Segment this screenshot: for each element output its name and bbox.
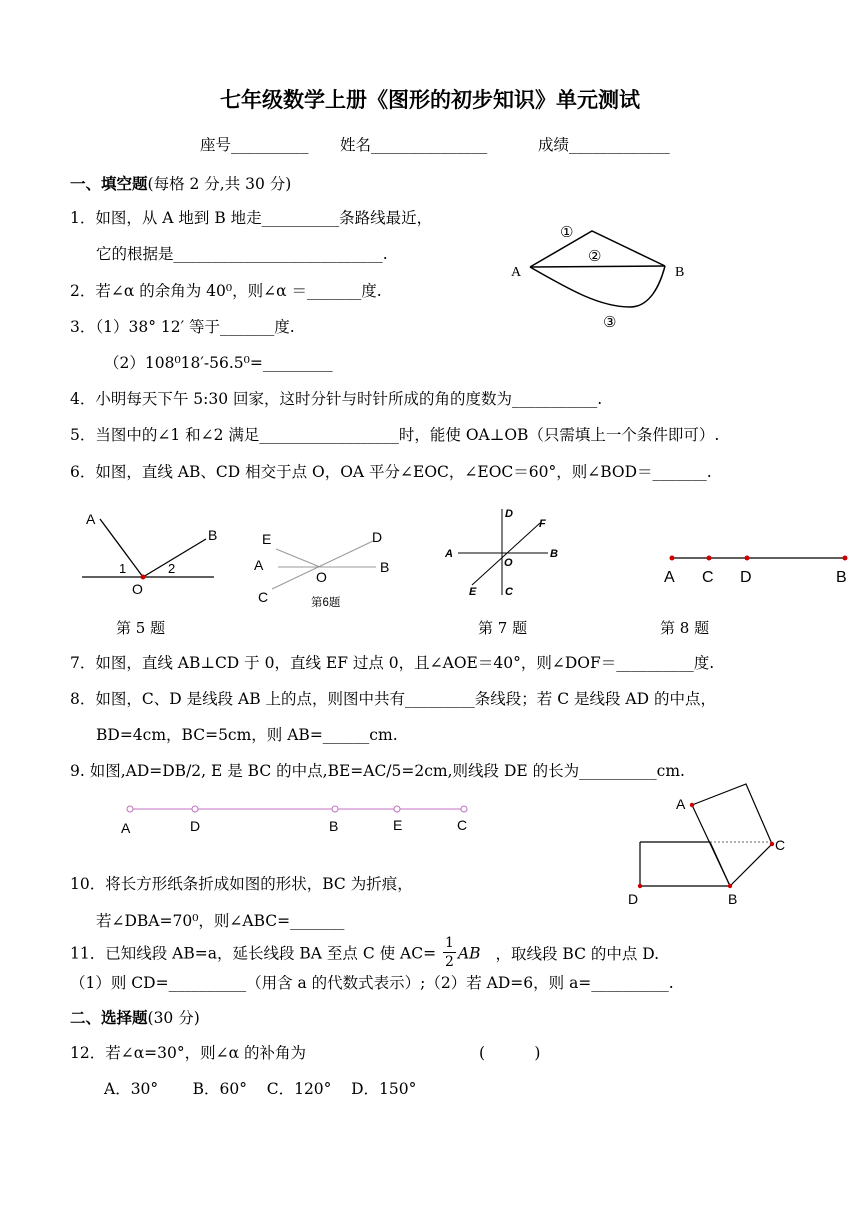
fig10-point-b [728,884,732,888]
fig5-label-2: 2 [168,561,176,576]
route-3-path [530,266,665,307]
route-2-label: ② [588,249,602,265]
fig5-caption: 第 5 题 [116,619,166,637]
q6: 6．如图，直线 AB、CD 相交于点 O，OA 平分∠EOC，∠EOC＝60°，则∠BOD＝_______. [70,463,712,481]
fig10-label-d: D [628,891,639,907]
fig6-ray-oe [276,549,320,567]
q3-line2: （2）108⁰18′-56.5⁰=_________ [104,354,333,372]
route-2-path [530,266,665,267]
fig6-label-d: D [372,529,383,545]
fig5-label-b: B [208,527,218,543]
fig10-point-c [770,842,774,846]
fig6-label-b: B [380,559,390,575]
score-field: 成绩_____________ [538,136,670,154]
fig8-point-d [745,556,750,561]
fig7-label-f: F [539,518,546,530]
seat-field: 座号__________ [200,136,309,154]
section1-title: 一、填空题 [70,174,148,193]
figure-10 [622,780,797,910]
fig5-label-a: A [86,511,96,527]
q11-text-a: 11．已知线段 AB=a，延长线段 BA 至点 C 使 AC= [70,944,437,963]
figure-routes [500,215,700,335]
fig10-point-a [690,803,694,807]
fig9-label-a: A [121,820,131,836]
q9: 9. 如图,AD=DB/2, E 是 BC 的中点,BE=AC/5=2cm,则线段 DE 的长为__________cm. [70,762,685,780]
q11-frac-num: 1 [445,935,454,951]
q12-options: A．30° B．60° C．120° D．150° [104,1080,417,1098]
fig6-caption: 第6题 [311,597,341,609]
figure-6 [250,525,400,615]
fig6-label-e: E [262,531,272,547]
section2-note: (30 分) [147,1009,200,1027]
fig8-caption: 第 8 题 [660,619,710,637]
q7: 7．如图，直线 AB⊥CD 于 0，直线 EF 过点 0，且∠AOE＝40°，则∠DOF＝__________度. [70,654,715,672]
fig9-label-b: B [329,818,339,834]
q12-answer-paren: ( ) [479,1044,541,1062]
route-1-label: ① [560,225,574,241]
fig10-label-c: C [775,837,786,853]
fig10-folded-part [692,784,772,886]
figure-7 [440,505,580,605]
q1-line2: 它的根据是___________________________. [96,245,388,263]
fig9-label-c: C [457,817,468,833]
fig8-point-a [670,556,675,561]
fig8-label-d: D [740,569,752,586]
figure-5 [78,505,223,600]
q2: 2．若∠α 的余角为 40⁰，则∠α ＝_______度. [70,282,382,300]
q11-line1 [70,936,659,973]
fig9-label-d: D [190,818,201,834]
figure-9 [110,798,480,843]
fig9-point-c [461,806,467,812]
q3-line1: 3．（1）38° 12′ 等于_______度. [70,318,295,336]
fig6-label-c: C [258,589,269,605]
fig10-label-b: B [728,891,738,907]
fig9-point-d [192,806,198,812]
fig9-point-b [332,806,338,812]
fig7-label-e: E [469,586,477,598]
q11-frac-den: 2 [445,954,454,970]
name-field: 姓名_______________ [340,136,488,154]
q11-line2: （1）则 CD=__________（用含 a 的代数式表示）;（2）若 AD=6，则 a=__________. [70,974,674,992]
fig7-label-c: C [505,586,513,598]
figure-8 [655,545,860,590]
point-a-label: A [511,265,522,280]
fig10-label-a: A [676,796,686,812]
fig8-label-c: C [702,569,714,586]
fig5-label-o: O [132,581,143,597]
route-3-label: ③ [603,315,617,331]
fig9-point-e [394,806,400,812]
fig9-label-e: E [393,817,403,833]
q4: 4．小明每天下午 5:30 回家，这时分针与时针所成的角的度数为___________. [70,390,603,408]
fig9-point-a [127,806,133,812]
fig7-label-b: B [550,548,558,560]
fig7-label-a: A [445,548,453,560]
section2-title: 二、选择题 [70,1008,148,1027]
fig5-point-o [141,575,146,580]
fig10-point-d [638,884,642,888]
q11-frac-var: AB [457,944,481,963]
q10-line2: 若∠DBA=70⁰，则∠ABC=_______ [96,912,345,930]
fig7-label-d: D [505,508,513,520]
page-title: 七年级数学上册《图形的初步知识》单元测试 [220,87,640,112]
q10-line1: 10．将长方形纸条折成如图的形状，BC 为折痕， [70,875,413,893]
q11-text-b: ，取线段 BC 的中点 D. [495,944,660,963]
section1-heading [70,172,291,194]
fig5-label-1: 1 [119,561,127,576]
fig8-label-a: A [664,569,675,586]
q5: 5．当图中的∠1 和∠2 满足__________________时，能使 OA⊥OB（只需填上一个条件即可）. [70,426,720,444]
fig7-label-o: O [504,557,513,569]
fig8-point-c [707,556,712,561]
fig6-label-a: A [254,557,264,573]
q8-line1: 8．如图，C、D 是线段 AB 上的点，则图中共有_________条线段；若 C 是线段 AD 的中点， [70,690,716,708]
q8-line2: BD=4cm，BC=5cm，则 AB=______cm. [96,726,398,744]
fig7-line-ef [472,523,540,585]
fig8-label-b: B [836,569,847,586]
fig10-rectangle-part [640,842,730,886]
q1-line1: 1．如图，从 A 地到 B 地走__________条路线最近， [70,209,433,227]
q12-stem: 12．若∠α=30°，则∠α 的补角为 [70,1044,307,1062]
point-b-label: B [675,265,685,280]
q11-fraction [443,934,456,971]
fig7-caption: 第 7 题 [478,619,528,637]
section2-heading [70,1006,200,1028]
fig6-label-o: O [316,569,327,585]
section1-note: (每格 2 分,共 30 分) [147,175,292,193]
fig8-point-b [843,556,848,561]
